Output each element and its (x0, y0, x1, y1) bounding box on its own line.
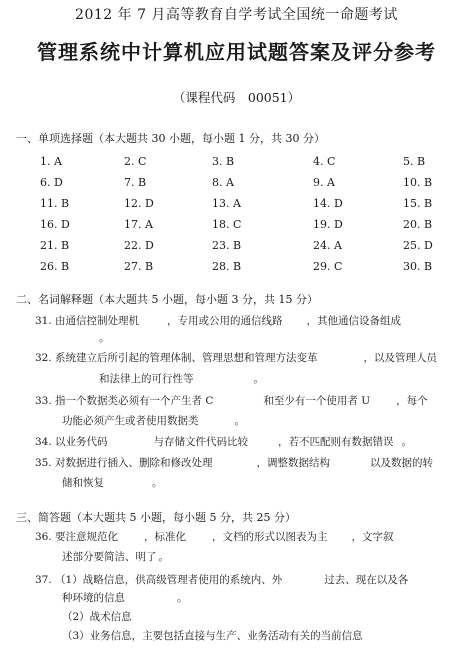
answer-32 (35, 350, 437, 365)
answer-cell: 19. D (313, 218, 343, 231)
answer-cell: 27. B (124, 260, 154, 273)
answer-33-part-b: 和至少有一个使用者 U (263, 395, 371, 407)
answer-cell: 15. B (403, 197, 433, 210)
answer-row (0, 176, 473, 190)
answer-cell: 11. B (40, 197, 70, 210)
answer-36-part-e: 述部分要简洁、明了 (62, 551, 157, 563)
answer-32-part-c: 和法律上的可行性等 (99, 373, 194, 385)
answer-cell: 17. A (124, 218, 153, 231)
answer-34-part-a: 34. 以业务代码 (35, 436, 108, 448)
answer-cell: 12. D (124, 197, 154, 210)
answer-37-line-1b: 过去、现在以及各 (324, 574, 409, 586)
answer-36 (35, 529, 394, 544)
answer-36-line-2 (62, 549, 169, 564)
answer-cell: 8. A (212, 176, 234, 189)
section-heading-short-answer: 三、简答题（本大题共 5 小题，每小题 5 分，共 25 分） (16, 511, 296, 524)
answer-37-line-2a: 种环境的信息 (62, 592, 125, 604)
answer-37 (35, 572, 408, 587)
answer-row (0, 155, 473, 169)
answer-cell: 29. C (313, 260, 343, 273)
answer-cell: 6. D (40, 176, 63, 189)
answer-36-part-b: ，标准化 (144, 531, 187, 543)
answer-cell: 3. B (212, 155, 235, 168)
answer-37-line-1a: 37. （1）战略信息，供高级管理者使用的系统内、外 (35, 574, 283, 586)
answer-35-part-a: 35. 对数据进行插入、删除和修改处理 (35, 457, 213, 469)
answer-32-part-b: ，以及管理人员 (363, 352, 438, 364)
answer-37-line-4: （3）业务信息，主要包括直接与生产、业务活动有关的当前信息 (62, 630, 363, 642)
answer-cell: 23. B (212, 239, 242, 252)
section-heading-terms: 二、名词解释题（本大题共 5 小题，每小题 3 分，共 15 分） (16, 293, 318, 306)
exam-header: 2012 年 7 月高等教育自学考试全国统一命题考试 (75, 7, 398, 23)
answer-cell: 20. B (403, 218, 433, 231)
answer-36-part-c: ，文档的形式以图表为主 (212, 531, 328, 543)
answer-32-line-2 (99, 371, 264, 386)
answer-37-line-2 (62, 590, 188, 605)
answer-31 (35, 313, 401, 328)
answer-33-line-2 (62, 413, 245, 428)
answer-row (0, 218, 473, 232)
answer-32-part-d: 。 (253, 373, 264, 385)
answer-cell: 24. A (313, 239, 342, 252)
answer-row (0, 239, 473, 253)
answer-35-part-d: 储和恢复 (62, 477, 104, 489)
answer-35-part-b: ，调整数据结构 (256, 457, 331, 469)
answer-cell: 28. B (212, 260, 242, 273)
answer-cell: 5. B (403, 155, 426, 168)
section-heading-single-choice: 一、单项选择题（本大题共 30 小题，每小题 1 分，共 30 分） (16, 132, 325, 145)
answer-31-part-c: ，其他通信设备组成 (306, 315, 402, 327)
answer-35-part-c: 以及数据的转 (370, 457, 434, 469)
answer-33 (35, 393, 428, 408)
answer-34-part-b: 与存储文件代码比较 (153, 436, 249, 448)
answer-cell: 18. C (212, 218, 242, 231)
answer-37-line-2b: 。 (177, 592, 188, 604)
answer-cell: 26. B (40, 260, 70, 273)
answer-cell: 4. C (313, 155, 336, 168)
answer-cell: 2. C (124, 155, 147, 168)
answer-31-part-a: 31. 由通信控制处理机 (35, 315, 140, 327)
answer-32-part-a: 32. 系统建立后所引起的管理体制、管理思想和管理方法变革 (35, 352, 318, 364)
answer-cell: 9. A (313, 176, 335, 189)
answer-cell: 22. D (124, 239, 154, 252)
answer-34 (35, 434, 412, 449)
answer-cell: 14. D (313, 197, 343, 210)
answer-33-part-c: ，每个 (396, 395, 428, 407)
answer-cell: 16. D (40, 218, 70, 231)
answer-cell: 30. B (403, 260, 433, 273)
answer-31-end: 。 (99, 332, 110, 344)
answer-36-part-a: 36. 要注意规范化 (35, 531, 119, 543)
answer-36-part-d: ，文字叙 (351, 531, 394, 543)
answer-33-part-e: 。 (234, 415, 245, 427)
answer-34-part-d: 。 (401, 436, 413, 448)
answer-cell: 13. A (212, 197, 241, 210)
answer-cell: 1. A (40, 155, 62, 168)
answer-36-part-f: 。 (158, 551, 169, 563)
answer-cell: 25. D (403, 239, 433, 252)
answer-cell: 7. B (124, 176, 147, 189)
answer-cell: 10. B (403, 176, 433, 189)
answer-35-part-e: 。 (152, 477, 163, 489)
answer-row (0, 260, 473, 274)
answer-37-line-3: （2）战术信息 (62, 611, 132, 623)
answer-34-part-c: ，若不匹配则有数据错误 (278, 436, 394, 448)
page-title: 管理系统中计算机应用试题答案及评分参考 (37, 40, 436, 64)
answer-row (0, 197, 473, 211)
answer-35 (35, 455, 433, 470)
answer-35-line-2 (62, 475, 163, 490)
course-code: （课程代码 00051） (172, 90, 301, 105)
answer-31-part-b: ，专用或公用的通信线路 (167, 315, 283, 327)
answer-33-part-d: 功能必须产生或者使用数据类 (62, 415, 199, 427)
answer-33-part-a: 33. 指一个数据类必须有一个产生者 C (35, 395, 214, 407)
answer-cell: 21. B (40, 239, 70, 252)
